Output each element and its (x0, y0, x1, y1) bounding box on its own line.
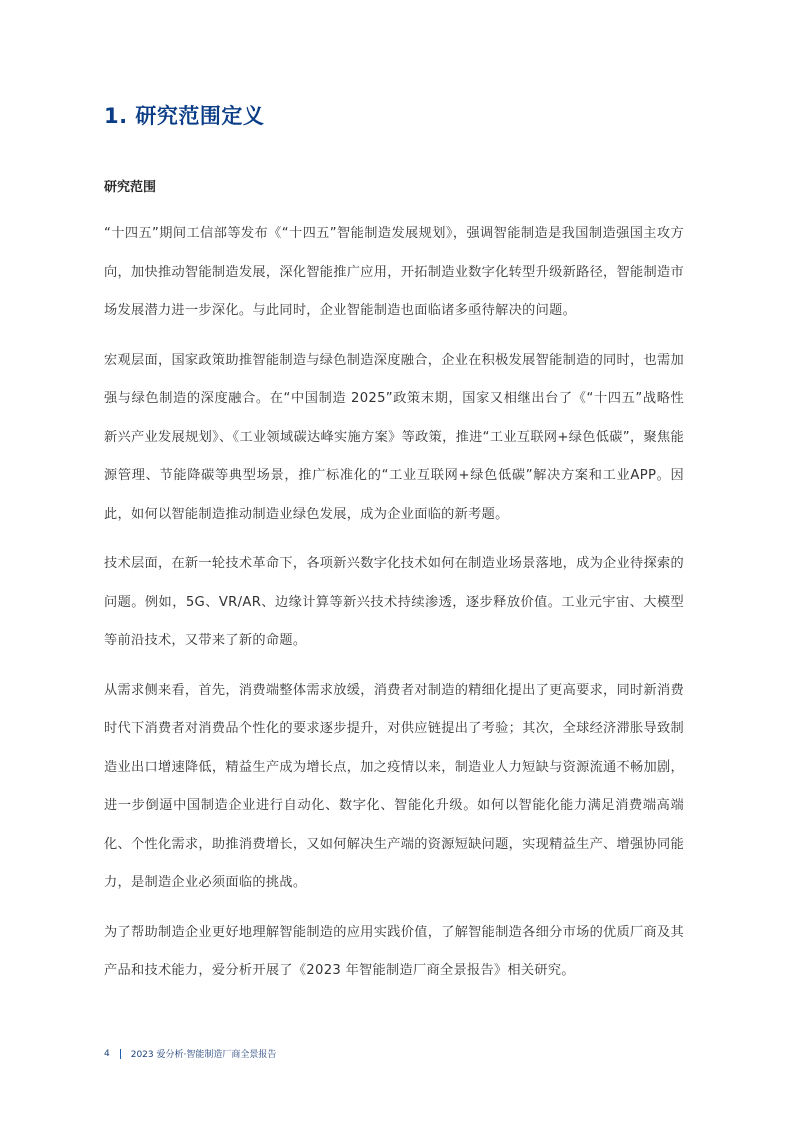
paragraph-intro: “十四五”期间工信部等发布《“十四五”智能制造发展规划》，强调智能制造是我国制造强国主攻方向，加快推动智能制造发展，深化智能推广应用，开拓制造业数字化转型升级新路径，智能制造市场发展潜力进一步深化。与此同时，企业智能制造也面临诸多亟待解决的问题。 (104, 226, 684, 318)
page-footer (104, 1047, 276, 1060)
section-heading: 研究范围 (104, 180, 157, 195)
body-content (104, 215, 684, 1002)
paragraph-purpose: 为了帮助制造企业更好地理解智能制造的应用实践价值，了解智能制造各细分市场的优质厂商及其产品和技术能力，爱分析开展了《2023 年智能制造厂商全景报告》相关研究。 (104, 924, 684, 978)
footer-divider (120, 1049, 121, 1059)
paragraph-macro: 宏观层面，国家政策助推智能制造与绿色制造深度融合，企业在积极发展智能制造的同时，也需加强与绿色制造的深度融合。在“中国制造 2025”政策末期，国家又相继出台了《“十四五”战略性新兴产业发展规划》、《工业领域碳达峰实施方案》等政策，推进“工业互联网+绿色低碳”，聚焦能源管理、节能降碳等典型场景，推广标准化的“工业互联网+绿色低碳”解决方案和工业APP。因此，如何以智能制造推动制造业绿色发展，成为企业面临的新考题。 (104, 352, 684, 522)
page-title: 1. 研究范围定义 (104, 104, 265, 128)
report-name: 2023 爱分析·智能制造厂商全景报告 (130, 1050, 277, 1060)
page-number: 4 (104, 1048, 110, 1059)
paragraph-demand: 从需求侧来看，首先，消费端整体需求放缓，消费者对制造的精细化提出了更高要求，同时新消费时代下消费者对消费品个性化的要求逐步提升，对供应链提出了考验；其次，全球经济滞胀导致制造业出口增速降低，精益生产成为增长点，加之疫情以来，制造业人力短缺与资源流通不畅加剧，进一步倒逼中国制造企业进行自动化、数字化、智能化升级。如何以智能化能力满足消费端高端化、个性化需求，助推消费增长，又如何解决生产端的资源短缺问题，实现精益生产、增强协同能力，是制造企业必须面临的挑战。 (104, 682, 684, 890)
paragraph-technology: 技术层面，在新一轮技术革命下，各项新兴数字化技术如何在制造业场景落地，成为企业待探索的问题。例如，5G、VR/AR、边缘计算等新兴技术持续渗透，逐步释放价值。工业元宇宙、大模型等前沿技术，又带来了新的命题。 (104, 556, 684, 648)
